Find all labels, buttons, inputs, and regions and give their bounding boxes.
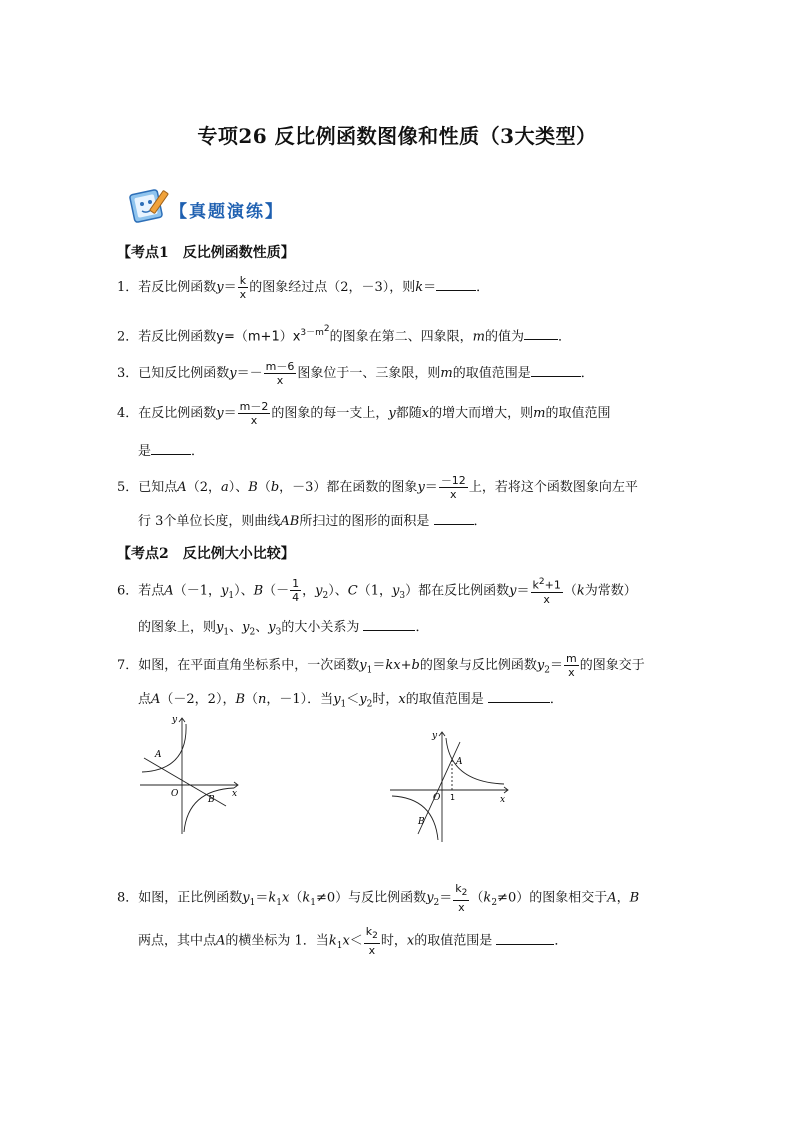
fraction: $\frac{k}{x}$ bbox=[239, 274, 247, 301]
answer-blank bbox=[531, 364, 581, 377]
section-heading-1: 【考点1 反比例函数性质】 bbox=[117, 245, 295, 261]
question-4: 4．在反比例函数y＝ $\frac{m-2}{x}$ 的图象的每一支上，y都随x的增大而增大，则m的取值范围 bbox=[117, 400, 611, 427]
question-6: 6．若点A（－1，$y_1$）、B（－ $\frac{1}{4}$ ，$y_2$）、C（1，$y_3$）都在反比例函数y＝ $\frac{k^2+1}{x}$ （k为常数） bbox=[117, 577, 637, 606]
section-heading-2: 【考点2 反比例大小比较】 bbox=[117, 546, 295, 562]
point-label-a: A bbox=[456, 757, 463, 767]
banner-label: 【真题演练】 bbox=[170, 202, 284, 222]
answer-blank bbox=[436, 278, 476, 291]
fraction: $\frac{k^2+1}{x}$ bbox=[532, 577, 561, 606]
point-label-a: A bbox=[155, 750, 162, 760]
axis-label-y: y bbox=[172, 715, 178, 725]
fraction: $\frac{-12}{x}$ bbox=[440, 474, 466, 501]
origin-label: O bbox=[171, 789, 179, 799]
question-8: 8．如图，正比例函数$y_1=k_1x(k_1\ne 0)$与反比例函数$y_2=$ $\frac{k_2}{x}$ $(k_2\ne 0)$的图象相交于A，B bbox=[117, 882, 640, 915]
origin-label: O bbox=[433, 793, 441, 803]
question-6-line-2: 的图象上，则$y_1$、$y_2$、$y_3$的大小关系为 ． bbox=[138, 620, 429, 638]
fraction: $\frac{1}{4}$ bbox=[292, 577, 300, 605]
question-7-line-2: 点A（－2，2），B（n，－1）．当$y_1<y_2$时，x的取值范围是 ． bbox=[138, 692, 563, 710]
answer-blank bbox=[363, 618, 415, 631]
fraction: $\frac{m-6}{x}$ bbox=[265, 360, 295, 387]
fraction: $\frac{k_2}{x}$ bbox=[365, 925, 378, 958]
answer-blank bbox=[496, 932, 554, 945]
question-2: 2．若反比例函数$y=(m+1)x^{3-m2}$的图象在第二、四象限，m的值为 ． bbox=[117, 324, 572, 345]
point-label-b: B bbox=[418, 817, 425, 827]
point-label-b: B bbox=[208, 795, 215, 805]
question-7: 7．如图，在平面直角坐标系中，一次函数$y_1=kx+b$的图象与反比例函数$y_2=$ $\frac{m}{x}$ 的图象交于 bbox=[117, 652, 645, 679]
question-5-line-2: 行 3个单位长度，则曲线AB所扫过的图形的面积是 ． bbox=[138, 514, 487, 529]
banner bbox=[126, 186, 296, 226]
axis-label-y: y bbox=[432, 731, 438, 741]
notebook-pencil-icon bbox=[126, 186, 172, 226]
question-5: 5．已知点A（2，a）、B（b，－3）都在函数的图象y＝ $\frac{-12}{x}$ 上，若将这个函数图象向左平 bbox=[117, 474, 638, 501]
question-8-line-2: 两点，其中点A的横坐标为 1．当$k_1x<$ $\frac{k_2}{x}$ 时，x的取值范围是 ． bbox=[138, 925, 568, 958]
axis-label-x: x bbox=[232, 789, 238, 799]
fraction: $\frac{m}{x}$ bbox=[565, 652, 577, 679]
question-3: 3．已知反比例函数y＝－ $\frac{m-6}{x}$ 图象位于一、三象限，则m的取值范围是 ． bbox=[117, 360, 594, 387]
question-4-line-2: 是 ． bbox=[138, 444, 205, 459]
tick-label-1: 1 bbox=[450, 793, 456, 802]
question-1: 1．若反比例函数y＝ $\frac{k}{x}$ 的图象经过点（2，－3），则k＝ ． bbox=[117, 274, 490, 301]
answer-blank bbox=[151, 442, 191, 455]
fraction: $\frac{k_2}{x}$ bbox=[455, 882, 468, 915]
page-title: 专项26 反比例函数图像和性质（3大类型） bbox=[197, 124, 597, 148]
axis-label-x: x bbox=[500, 795, 506, 805]
answer-blank bbox=[434, 512, 474, 525]
answer-blank bbox=[524, 327, 558, 340]
fraction: $\frac{m-2}{x}$ bbox=[239, 400, 269, 427]
figure-q8 bbox=[386, 724, 512, 844]
answer-blank bbox=[488, 690, 550, 703]
figure-q7 bbox=[136, 710, 248, 836]
